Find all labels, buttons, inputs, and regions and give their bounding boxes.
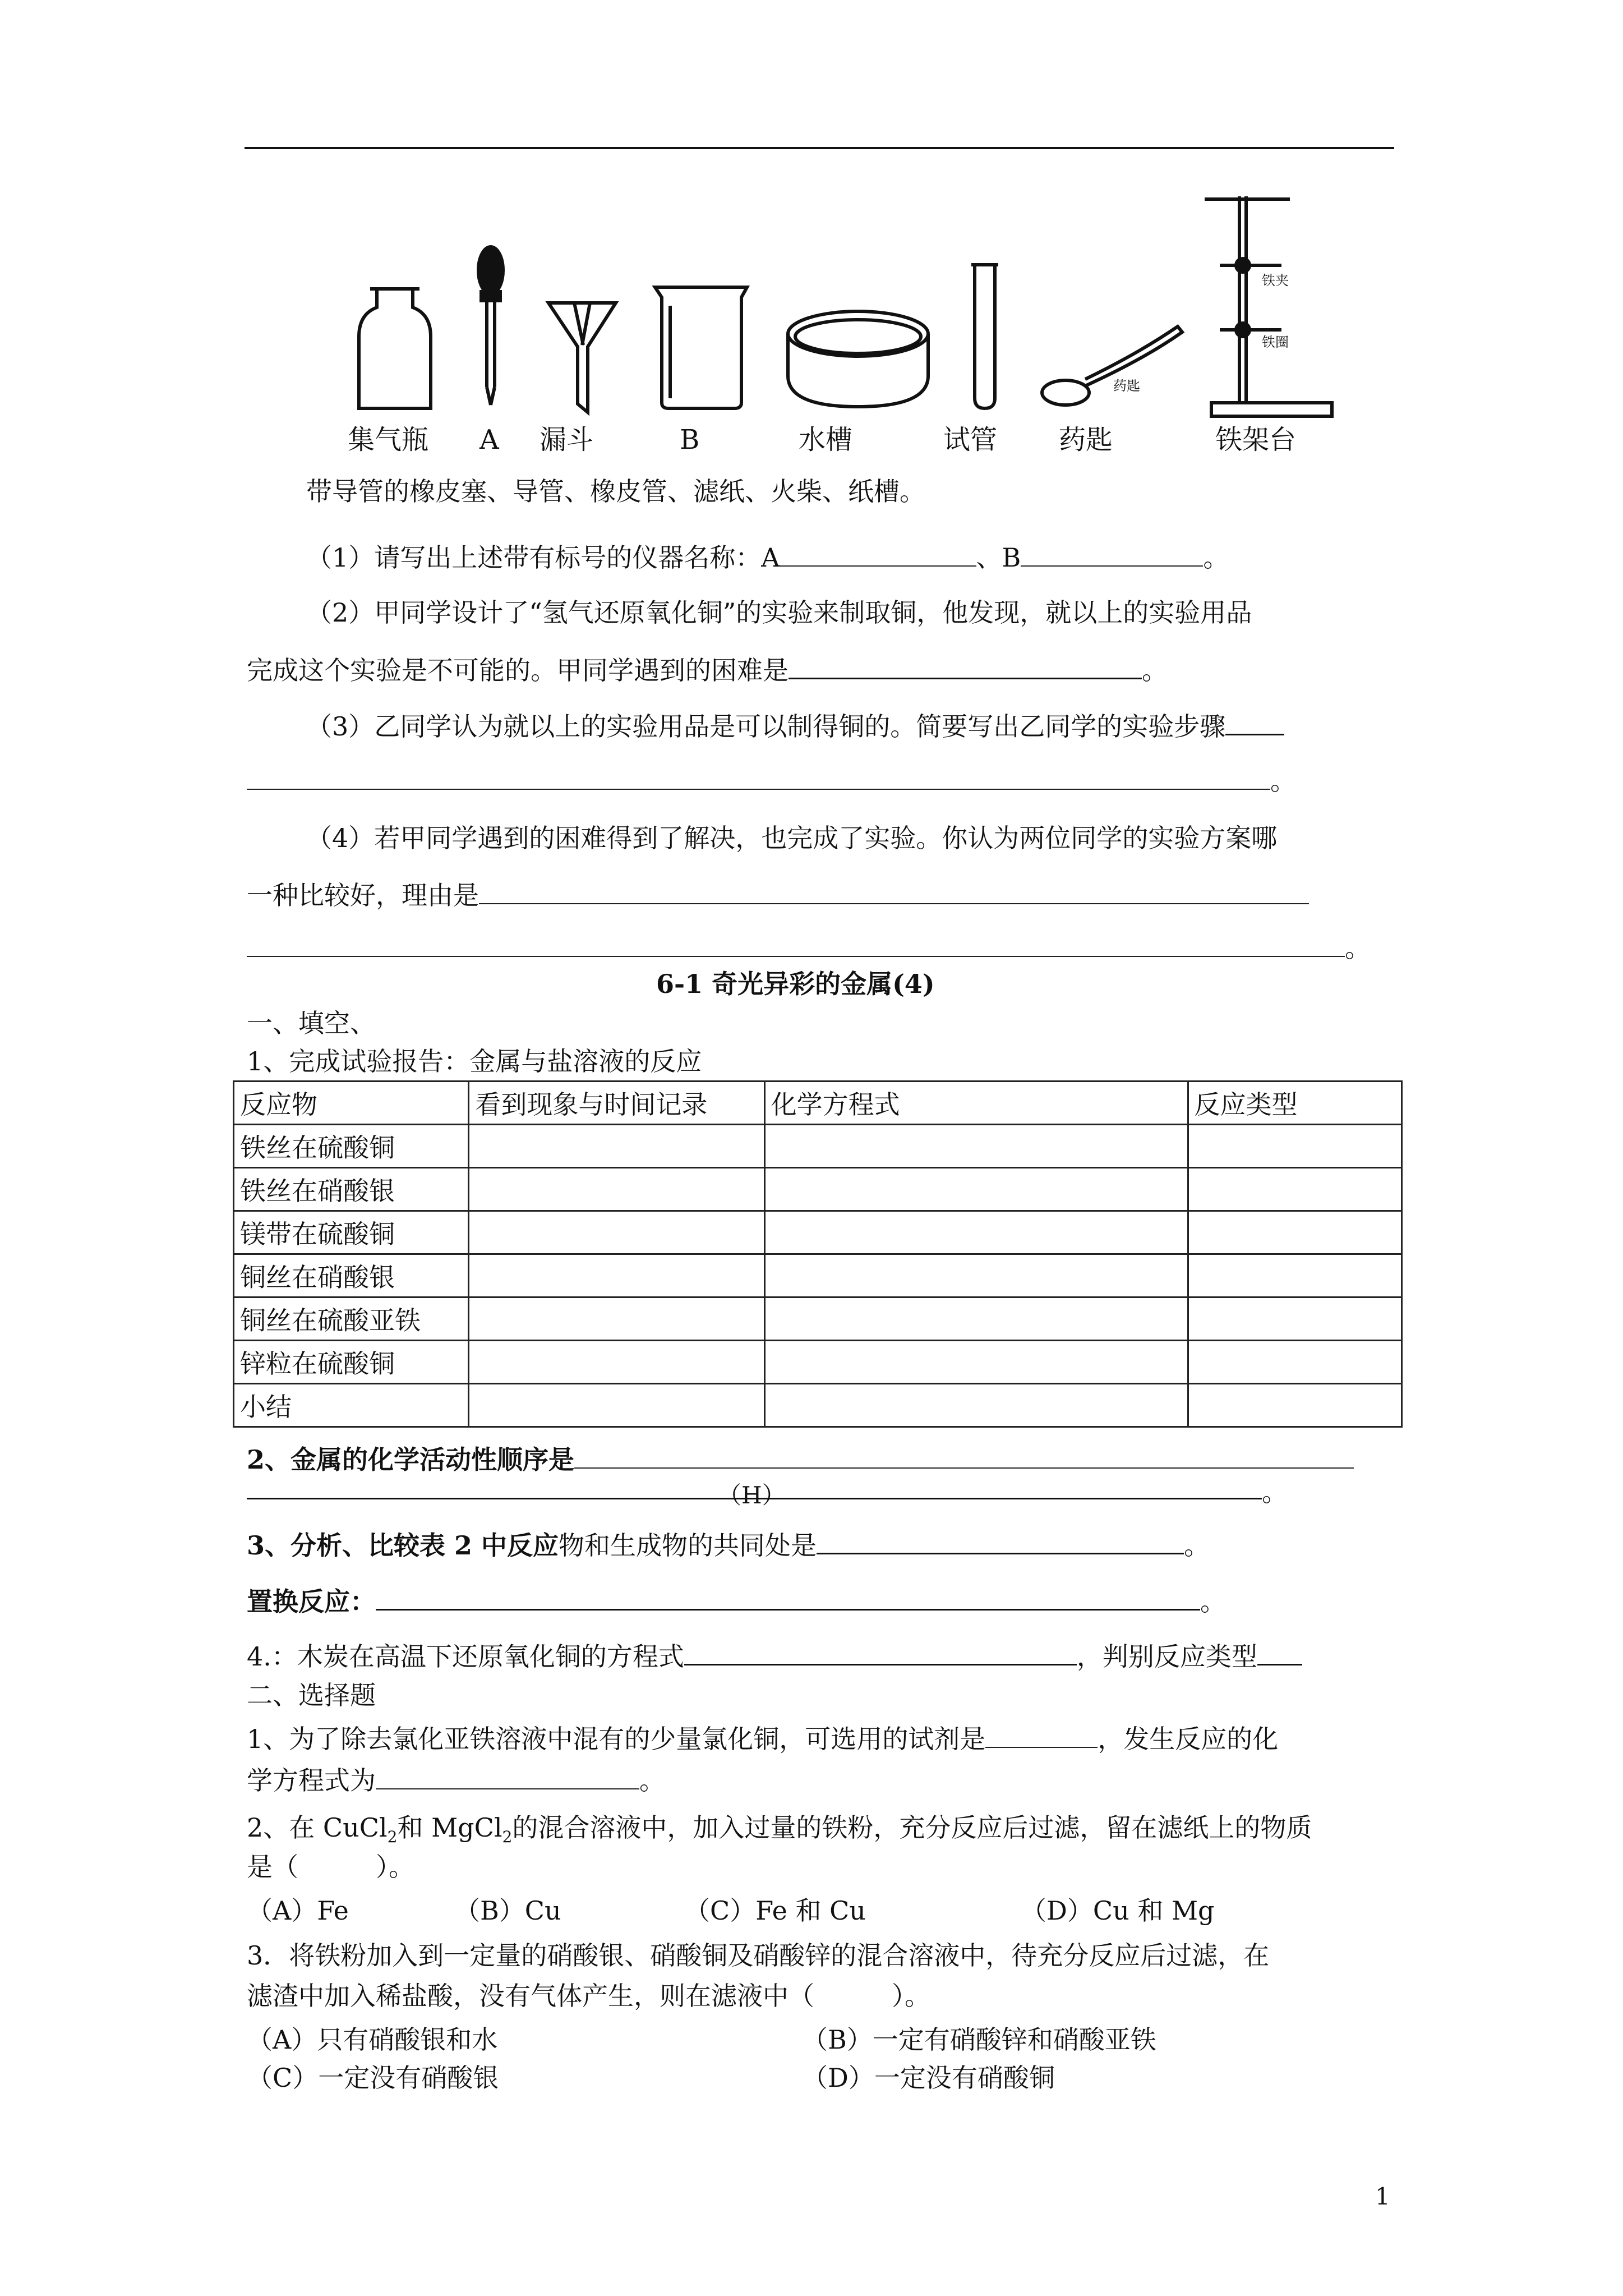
answer-blank-q1-equation[interactable] <box>376 1764 639 1789</box>
label-spoon: 药匙 <box>1059 424 1113 455</box>
answer-blank-type[interactable] <box>1257 1639 1302 1665</box>
table-row <box>234 1254 1402 1297</box>
choice-q3-line2: 滤渣中加入稀盐酸，没有气体产生，则在滤液中（ ）。 <box>247 1981 930 2011</box>
ring-label: 铁圈 <box>1262 334 1289 350</box>
equation-cell[interactable] <box>764 1384 1188 1427</box>
table-row <box>234 1168 1402 1211</box>
table-row <box>234 1384 1402 1427</box>
table-header-row <box>234 1082 1402 1125</box>
reactant-cell: 铜丝在硫酸亚铁 <box>234 1297 469 1341</box>
question-4-line2: 一种比较好，理由是 <box>247 878 1309 911</box>
answer-blank-common[interactable] <box>817 1528 1184 1554</box>
materials-line: 带导管的橡皮塞、导管、橡皮管、滤纸、火柴、纸槽。 <box>306 476 925 507</box>
table-row <box>234 1341 1402 1384</box>
observation-cell[interactable] <box>469 1168 764 1211</box>
answer-blank-reason[interactable] <box>479 878 1309 904</box>
report-table <box>233 1080 1403 1428</box>
answer-blank-b[interactable] <box>1021 541 1203 567</box>
label-b: B <box>680 424 700 455</box>
equation-cell[interactable] <box>764 1254 1188 1297</box>
choice-q1-line1: 1、为了除去氯化亚铁溶液中混有的少量氯化铜，可选用的试剂是 ，发生反应的化 <box>247 1722 1278 1755</box>
spoon-small-label: 药匙 <box>1113 378 1140 394</box>
label-a: A <box>479 424 499 455</box>
table-header: 反应类型 <box>1188 1082 1402 1125</box>
type-cell[interactable] <box>1188 1211 1402 1254</box>
item-1-heading: 1、完成试验报告：金属与盐溶液的反应 <box>247 1046 702 1076</box>
question-1: （1）请写出上述带有标号的仪器名称：A 、B 。 <box>306 541 1229 573</box>
equation-cell[interactable] <box>764 1341 1188 1384</box>
question-2-line1: （2）甲同学设计了“氢气还原氧化铜”的实验来制取铜，他发现，就以上的实验用品 <box>306 597 1252 628</box>
observation-cell[interactable] <box>469 1254 764 1297</box>
table-row <box>234 1125 1402 1168</box>
item-4: 4.：木炭在高温下还原氧化铜的方程式 ，判别反应类型 <box>247 1639 1302 1672</box>
table-header: 反应物 <box>234 1082 469 1125</box>
observation-cell[interactable] <box>469 1297 764 1341</box>
choice-q3-option-d[interactable]: （D）一定没有硝酸铜 <box>802 2063 1055 2093</box>
beaker-icon <box>655 287 747 408</box>
observation-cell[interactable] <box>469 1341 764 1384</box>
type-cell[interactable] <box>1188 1125 1402 1168</box>
type-cell[interactable] <box>1188 1341 1402 1384</box>
trough-icon <box>788 311 928 407</box>
choice-q2-option-a[interactable]: （A）Fe <box>247 1895 349 1926</box>
hydrogen-marker: （H） <box>718 1481 786 1509</box>
item-2: 2、金属的化学活动性顺序是 <box>247 1443 1354 1475</box>
reactant-cell: 铜丝在硝酸银 <box>234 1254 469 1297</box>
answer-blank-difficulty[interactable] <box>789 653 1142 679</box>
table-header: 看到现象与时间记录 <box>469 1082 764 1125</box>
answer-blank-replacement[interactable] <box>376 1584 1200 1611</box>
label-trough: 水槽 <box>799 424 853 455</box>
label-gas-bottle: 集气瓶 <box>348 424 429 455</box>
page-number: 1 <box>1375 2183 1390 2210</box>
observation-cell[interactable] <box>469 1211 764 1254</box>
type-cell[interactable] <box>1188 1384 1402 1427</box>
item-2-end: 。 <box>1262 1477 1288 1507</box>
equation-cell[interactable] <box>764 1297 1188 1341</box>
observation-cell[interactable] <box>469 1125 764 1168</box>
spoon-icon <box>1042 326 1182 405</box>
choice-q3-line1: 3．将铁粉加入到一定量的硝酸银、硝酸铜及硝酸锌的混合溶液中，待充分反应后过滤，在 <box>247 1940 1270 1971</box>
choice-q3-option-a[interactable]: （A）只有硝酸银和水 <box>247 2024 498 2055</box>
label-iron-stand: 铁架台 <box>1215 424 1297 455</box>
equation-cell[interactable] <box>764 1168 1188 1211</box>
question-3-line2: 。 <box>247 764 1296 797</box>
part-1-heading: 一、填空、 <box>247 1008 376 1038</box>
dropper-icon <box>478 247 503 405</box>
answer-blank-activity-series[interactable] <box>574 1443 1354 1469</box>
reactant-cell: 镁带在硫酸铜 <box>234 1211 469 1254</box>
observation-cell[interactable] <box>469 1384 764 1427</box>
type-cell[interactable] <box>1188 1254 1402 1297</box>
clamp-label: 铁夹 <box>1262 273 1289 288</box>
reactant-cell: 小结 <box>234 1384 469 1427</box>
label-funnel: 漏斗 <box>540 424 594 455</box>
item-3: 3、分析、比较表 2 中反应物和生成物的共同处是 。 <box>247 1528 1210 1561</box>
equation-cell[interactable] <box>764 1211 1188 1254</box>
choice-q3-option-c[interactable]: （C）一定没有硝酸银 <box>247 2063 499 2093</box>
answer-blank-reagent[interactable] <box>985 1722 1098 1748</box>
question-4-line3: 。 <box>247 931 1371 964</box>
choice-q2-option-d[interactable]: （D）Cu 和 Mg <box>1021 1895 1215 1926</box>
choice-q2-option-c[interactable]: （C）Fe 和 Cu <box>684 1895 866 1926</box>
answer-blank-steps-start[interactable] <box>1225 709 1284 735</box>
answer-blank-reason-2[interactable] <box>247 931 1345 957</box>
type-cell[interactable] <box>1188 1168 1402 1211</box>
type-cell[interactable] <box>1188 1297 1402 1341</box>
answer-blank-a[interactable] <box>780 541 976 567</box>
section-title: 6-1 奇光异彩的金属(4) <box>656 969 935 999</box>
part-2-heading: 二、选择题 <box>247 1680 376 1710</box>
reactant-cell: 锌粒在硫酸铜 <box>234 1341 469 1384</box>
choice-q2-option-b[interactable]: （B）Cu <box>454 1895 561 1926</box>
choice-q2-line2: 是（ ）。 <box>247 1852 414 1882</box>
question-4-line1: （4）若甲同学遇到的困难得到了解决，也完成了实验。你认为两位同学的实验方案哪 <box>306 823 1278 853</box>
reactant-cell: 铁丝在硫酸铜 <box>234 1125 469 1168</box>
iron-stand-icon <box>1205 196 1332 416</box>
label-test-tube: 试管 <box>943 424 998 455</box>
gas-bottle-icon <box>359 289 431 408</box>
choice-q3-option-b[interactable]: （B）一定有硝酸锌和硝酸亚铁 <box>802 2024 1156 2055</box>
reactant-cell: 铁丝在硝酸银 <box>234 1168 469 1211</box>
choice-q1-line2: 学方程式为 。 <box>247 1764 665 1796</box>
question-3-line1: （3）乙同学认为就以上的实验用品是可以制得铜的。简要写出乙同学的实验步骤 <box>306 709 1284 742</box>
question-2-line2: 完成这个实验是不可能的。甲同学遇到的困难是 。 <box>247 653 1168 686</box>
apparatus-illustration <box>0 0 1623 426</box>
funnel-icon <box>548 303 616 412</box>
table-header: 化学方程式 <box>764 1082 1188 1125</box>
table-row <box>234 1211 1402 1254</box>
choice-q2-line1: 2、在 CuCl$_2$和 MgCl$_2$的混合溶液中，加入过量的铁粉，充分反应后过滤，留在滤纸上的物质 <box>247 1812 1312 1847</box>
equation-cell[interactable] <box>764 1125 1188 1168</box>
answer-blank-equation[interactable] <box>684 1639 1077 1665</box>
test-tube-icon <box>971 265 998 408</box>
table-row <box>234 1297 1402 1341</box>
replacement-reaction: 置换反应： 。 <box>247 1584 1226 1617</box>
answer-blank-steps[interactable] <box>247 764 1270 790</box>
